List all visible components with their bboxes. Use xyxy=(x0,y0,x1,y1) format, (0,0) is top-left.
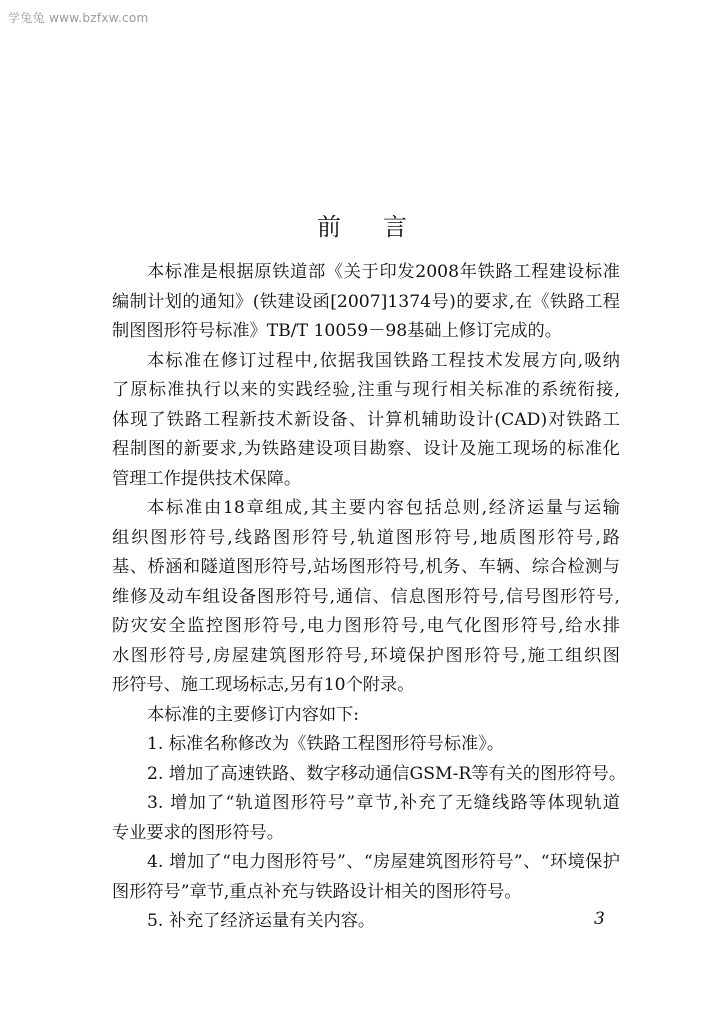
text-line: 基、桥涵和隧道图形符号,站场图形符号,机务、车辆、综合检测与 xyxy=(112,557,620,577)
page-title: 前言 xyxy=(317,213,449,241)
text-line: 1. 标准名称修改为《铁路工程图形符号标准》。 xyxy=(147,734,505,754)
text-line: 5. 补充了经济运量有关内容。 xyxy=(147,911,376,931)
text-line: 制图图形符号标准》TB/T 10059－98基础上修订完成的。 xyxy=(112,321,562,341)
text-line: 本标准是根据原铁道部《关于印发2008年铁路工程建设标准 xyxy=(147,262,620,282)
preface-body xyxy=(112,258,627,937)
text-line: 图形符号”章节,重点补充与铁路设计相关的图形符号。 xyxy=(112,881,522,902)
text-line: 体现了铁路工程新技术新设备、计算机辅助设计(CAD)对铁路工 xyxy=(112,409,620,430)
text-line: 本标准在修订过程中,依据我国铁路工程技术发展方向,吸纳 xyxy=(147,350,620,371)
text-line: 水图形符号,房屋建筑图形符号,环境保护图形符号,施工组织图 xyxy=(112,645,620,666)
text-line: 管理工作提供技术保障。 xyxy=(112,468,302,489)
text-line: 程制图的新要求,为铁路建设项目勘察、设计及施工现场的标准化 xyxy=(112,439,620,459)
text-line: 防灾安全监控图形符号,电力图形符号,电气化图形符号,给水排 xyxy=(112,616,620,636)
text-line: 本标准的主要修订内容如下: xyxy=(147,704,360,725)
watermark-text: 学兔兔 www.bzfxw.com xyxy=(8,11,149,25)
text-line: 了原标准执行以来的实践经验,注重与现行相关标准的系统衔接, xyxy=(112,380,620,400)
text-line: 维修及动车组设备图形符号,通信、信息图形符号,信号图形符号, xyxy=(112,586,620,607)
text-line: 3. 增加了“轨道图形符号”章节,补充了无缝线路等体现轨道 xyxy=(147,793,620,813)
text-line: 专业要求的图形符号。 xyxy=(112,822,284,843)
text-line: 2. 增加了高速铁路、数字移动通信GSM-R等有关的图形符号。 xyxy=(147,763,627,784)
text-line: 本标准由18章组成,其主要内容包括总则,经济运量与运输 xyxy=(147,498,620,518)
text-line: 组织图形符号,线路图形符号,轨道图形符号,地质图形符号,路 xyxy=(112,527,620,548)
text-line: 编制计划的通知》(铁建设函[2007]1374号)的要求,在《铁路工程 xyxy=(112,291,620,312)
page-number: 3 xyxy=(594,909,605,929)
text-line: 4. 增加了“电力图形符号”、“房屋建筑图形符号”、“环境保护 xyxy=(147,852,620,872)
text-line: 形符号、施工现场标志,另有10个附录。 xyxy=(112,675,415,695)
